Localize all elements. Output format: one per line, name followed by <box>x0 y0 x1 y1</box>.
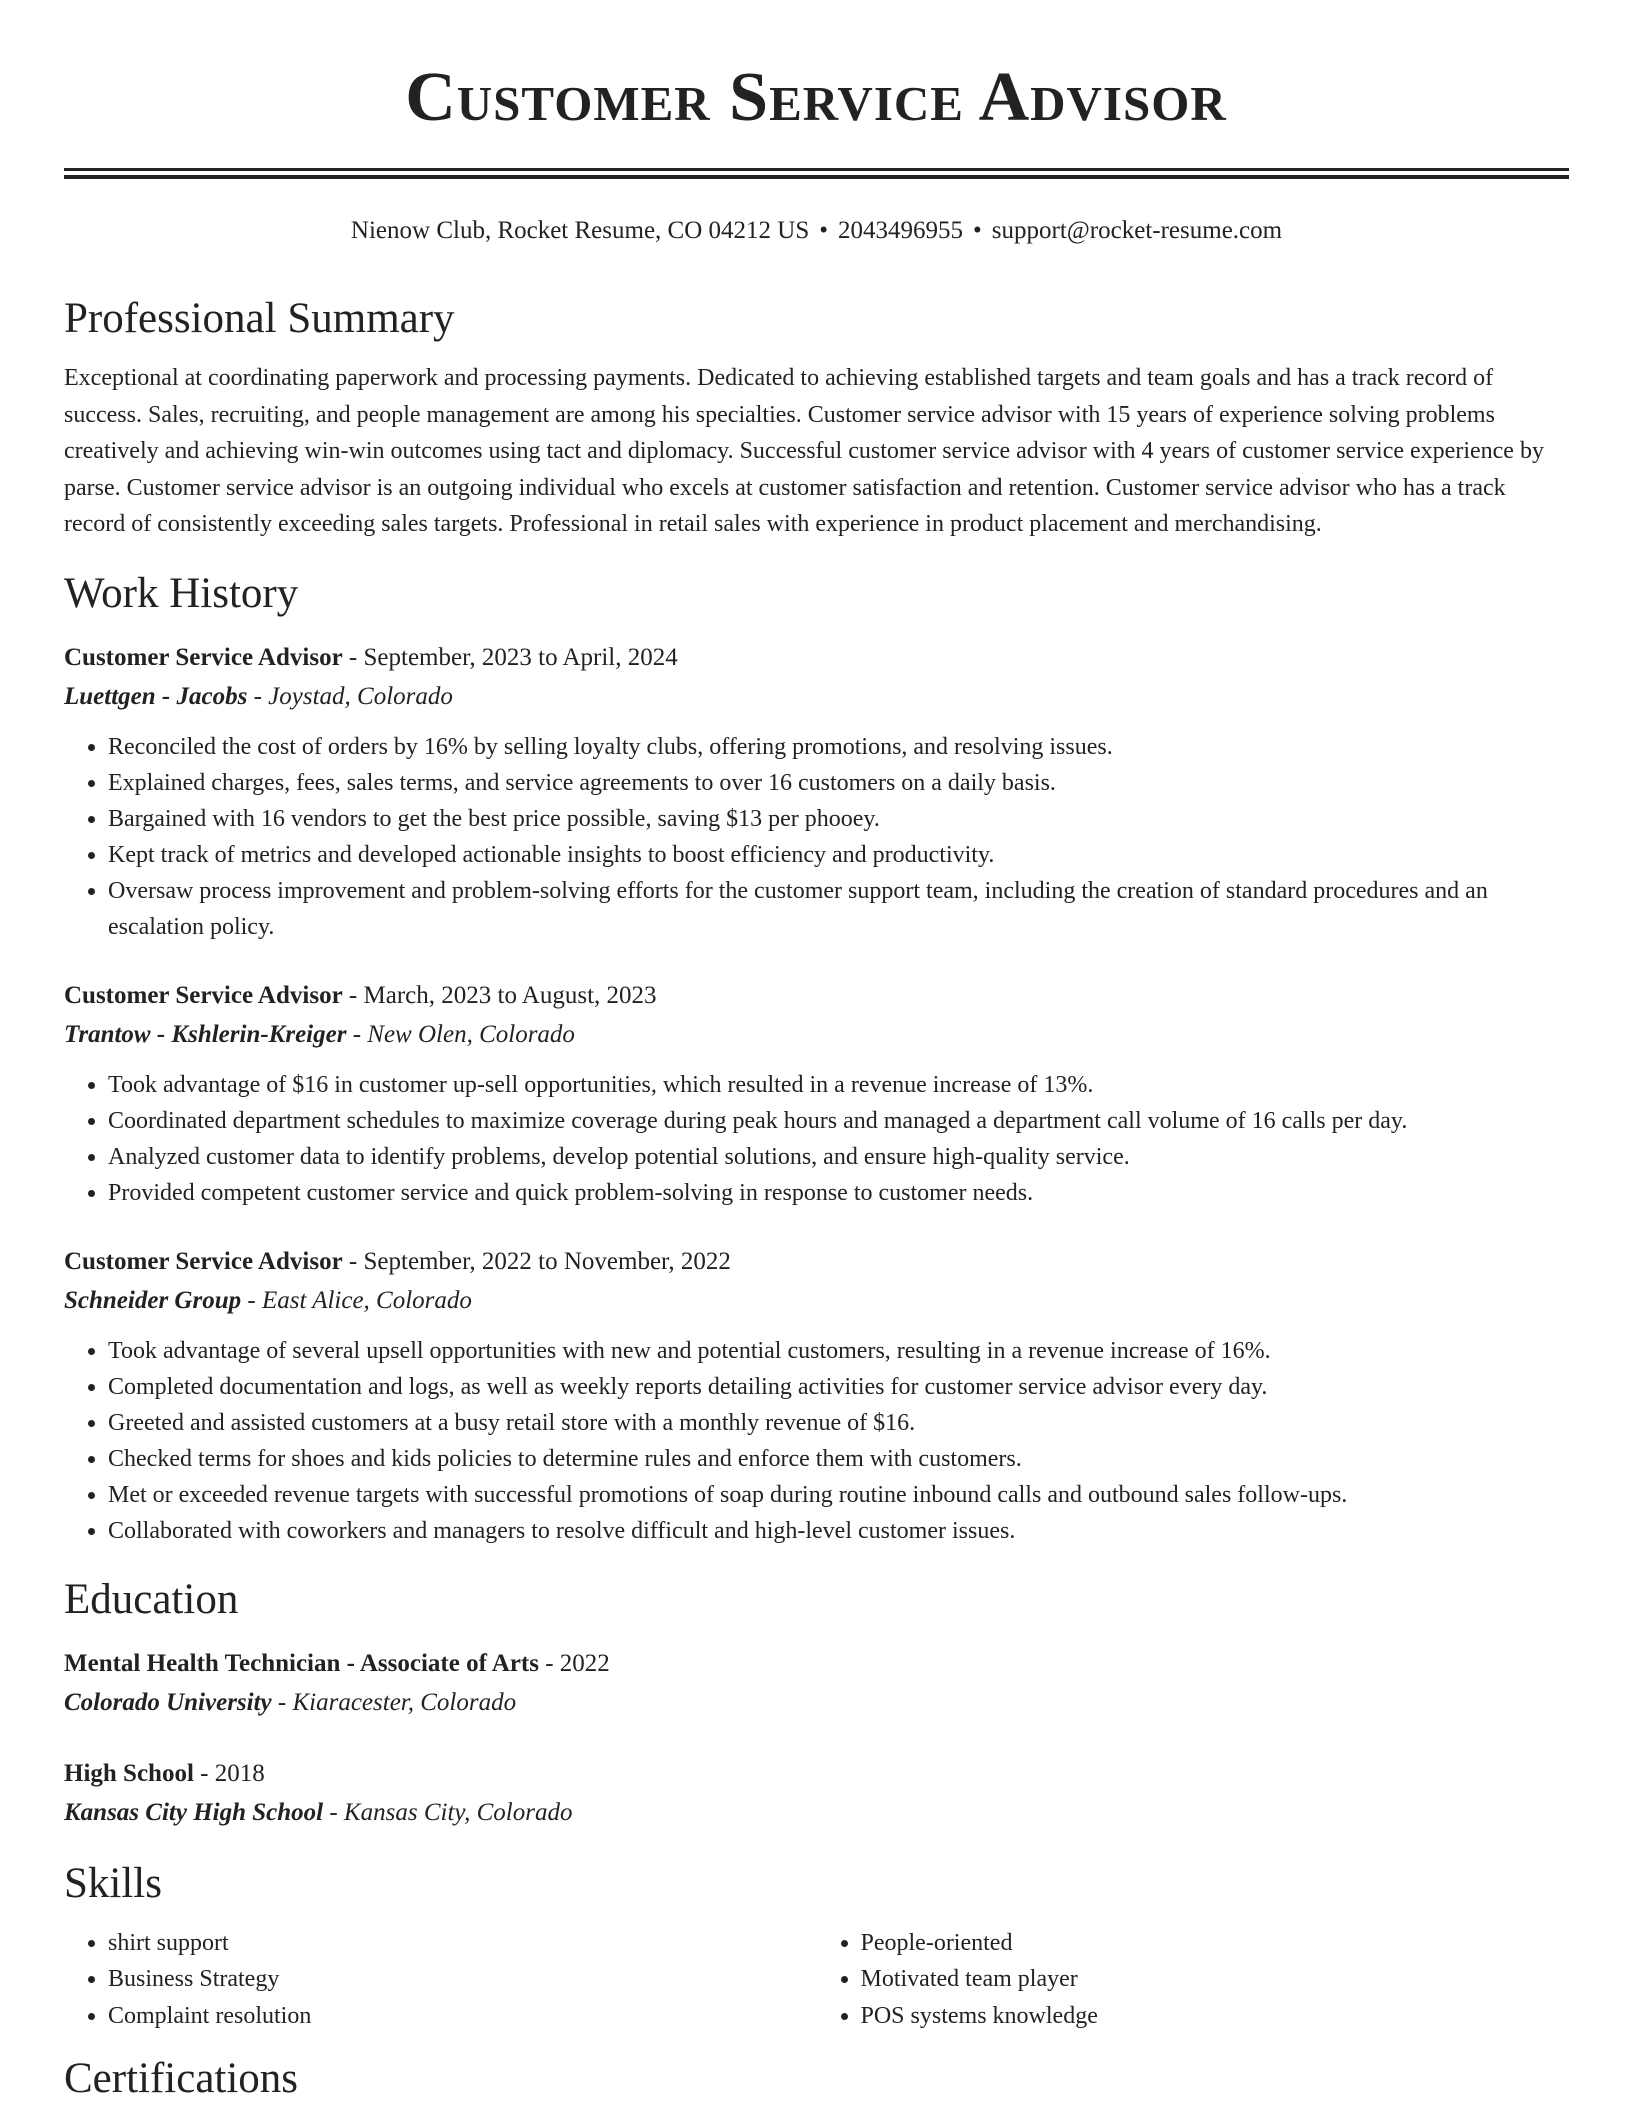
job-bullets <box>64 1067 1569 1211</box>
job-company: Luettgen - Jacobs <box>64 682 248 710</box>
skill-item: • Complaint resolution <box>108 1998 817 2035</box>
work-history-heading: Work History <box>64 569 299 617</box>
job-dates: - September, 2023 to April, 2024 <box>342 643 678 671</box>
skill-item: • Business Strategy <box>108 1961 817 1998</box>
education-location: - Kansas City, Colorado <box>323 1798 573 1826</box>
education-degree: High School <box>64 1759 194 1787</box>
job-bullet: • Met or exceeded revenue targets with successful promotions of soap during routine inbound calls and outbound sales follow-ups. <box>108 1477 1569 1513</box>
job-bullet: • Explained charges, fees, sales terms, and service agreements to over 16 customers on a daily basis. <box>108 765 1569 801</box>
job-entry <box>64 639 1569 945</box>
job-entry <box>64 977 1569 1211</box>
contact-email: support@rocket-resume.com <box>991 217 1283 244</box>
resume-name: Customer Service Advisor <box>405 59 1227 136</box>
education-heading: Education <box>64 1575 239 1623</box>
job-dates: - March, 2023 to August, 2023 <box>342 981 657 1009</box>
summary-heading: Professional Summary <box>64 295 455 342</box>
job-bullet: • Coordinated department schedules to maximize coverage during peak hours and managed a department call volume of 16 calls per day. <box>108 1103 1569 1139</box>
contact-line <box>64 214 1569 248</box>
job-bullet: • Kept track of metrics and developed actionable insights to boost efficiency and productivity. <box>108 837 1569 873</box>
skill-item: • Motivated team player <box>861 1961 1570 1998</box>
job-dates: - September, 2022 to November, 2022 <box>342 1247 731 1275</box>
education-school: Kansas City High School <box>64 1798 324 1826</box>
contact-separator: • <box>819 217 829 244</box>
resume-content <box>64 292 1569 2106</box>
job-location: - Joystad, Colorado <box>247 682 453 710</box>
job-bullet: • Collaborated with coworkers and managers to resolve difficult and high-level customer issues. <box>108 1513 1569 1549</box>
job-bullet: • Oversaw process improvement and problem-solving efforts for the customer support team, including the creation of standard procedures and an escalation policy. <box>108 873 1569 945</box>
job-title: Customer Service Advisor <box>64 1247 343 1275</box>
job-bullets <box>64 1333 1569 1549</box>
job-company: Schneider Group <box>64 1286 242 1314</box>
education-location: - Kiaracester, Colorado <box>271 1688 517 1716</box>
job-employer <box>64 677 1569 717</box>
job-bullet: • Provided competent customer service and quick problem-solving in response to customer needs. <box>108 1175 1569 1211</box>
summary-text: Exceptional at coordinating paperwork and processing payments. Dedicated to achieving established targets and team goals and has a track record of success. Sales, recruiting, and people management are among his specialties. Customer service advisor with 15 years of experience solving problems creatively and achieving win-win outcomes using tact and diplomacy. Successful customer service advisor with 4 years of customer service experience by parse. Customer service advisor is an outgoing individual who excels at customer satisfaction and retention. Customer service advisor who has a track record of consistently exceeding sales targets. Professional in retail sales with experience in product placement and merchandising. <box>64 365 1544 537</box>
job-header <box>64 639 1569 677</box>
education-entry <box>64 1645 1569 1723</box>
job-bullet: • Bargained with 16 vendors to get the best price possible, saving $13 per phooey. <box>108 801 1569 837</box>
job-title: Customer Service Advisor <box>64 643 343 671</box>
contact-separator: • <box>973 217 982 244</box>
job-bullet: • Took advantage of several upsell opportunities with new and potential customers, resulting in a revenue increase of 16%. <box>108 1333 1569 1369</box>
job-entry <box>64 1243 1569 1549</box>
job-location: - East Alice, Colorado <box>241 1286 472 1314</box>
contact-phone: 2043496955 <box>838 217 964 244</box>
skill-item: • People-oriented <box>861 1925 1570 1962</box>
education-school: Colorado University <box>64 1688 272 1716</box>
job-employer <box>64 1015 1569 1055</box>
certifications-heading: Certifications <box>64 2055 299 2102</box>
education-header <box>64 1755 1569 1793</box>
job-location: - New Olen, Colorado <box>346 1020 575 1048</box>
job-title: Customer Service Advisor <box>64 981 343 1009</box>
header-double-rule <box>64 168 1569 179</box>
education-year: - 2018 <box>193 1759 265 1787</box>
skills-heading: Skills <box>64 1859 162 1907</box>
job-bullet: • Greeted and assisted customers at a busy retail store with a monthly revenue of $16. <box>108 1405 1569 1441</box>
job-bullet: • Checked terms for shoes and kids policies to determine rules and enforce them with customers. <box>108 1441 1569 1477</box>
job-bullets <box>64 729 1569 945</box>
education-entry <box>64 1755 1569 1833</box>
job-header <box>64 1243 1569 1281</box>
job-employer <box>64 1281 1569 1321</box>
job-bullet: • Took advantage of $16 in customer up-sell opportunities, which resulted in a revenue increase of 13%. <box>108 1067 1569 1103</box>
skills-column-right <box>817 1925 1570 2035</box>
job-bullet: • Analyzed customer data to identify problems, develop potential solutions, and ensure high-quality service. <box>108 1139 1569 1175</box>
education-institution <box>64 1793 1569 1833</box>
skill-item: • POS systems knowledge <box>861 1998 1570 2035</box>
education-degree: Mental Health Technician - Associate of Arts <box>64 1649 539 1677</box>
job-header <box>64 977 1569 1015</box>
skills-column-left <box>64 1925 817 2035</box>
contact-address: Nienow Club, Rocket Resume, CO 04212 US <box>350 217 810 244</box>
skill-item: • shirt support <box>108 1925 817 1962</box>
education-year: - 2022 <box>538 1649 610 1677</box>
job-bullet: • Reconciled the cost of orders by 16% by selling loyalty clubs, offering promotions, and resolving issues. <box>108 729 1569 765</box>
education-header <box>64 1645 1569 1683</box>
education-institution <box>64 1683 1569 1723</box>
job-bullet: • Completed documentation and logs, as well as weekly reports detailing activities for customer service advisor every day. <box>108 1369 1569 1405</box>
skills-list <box>64 1925 1569 2035</box>
job-company: Trantow - Kshlerin-Kreiger <box>64 1020 347 1048</box>
